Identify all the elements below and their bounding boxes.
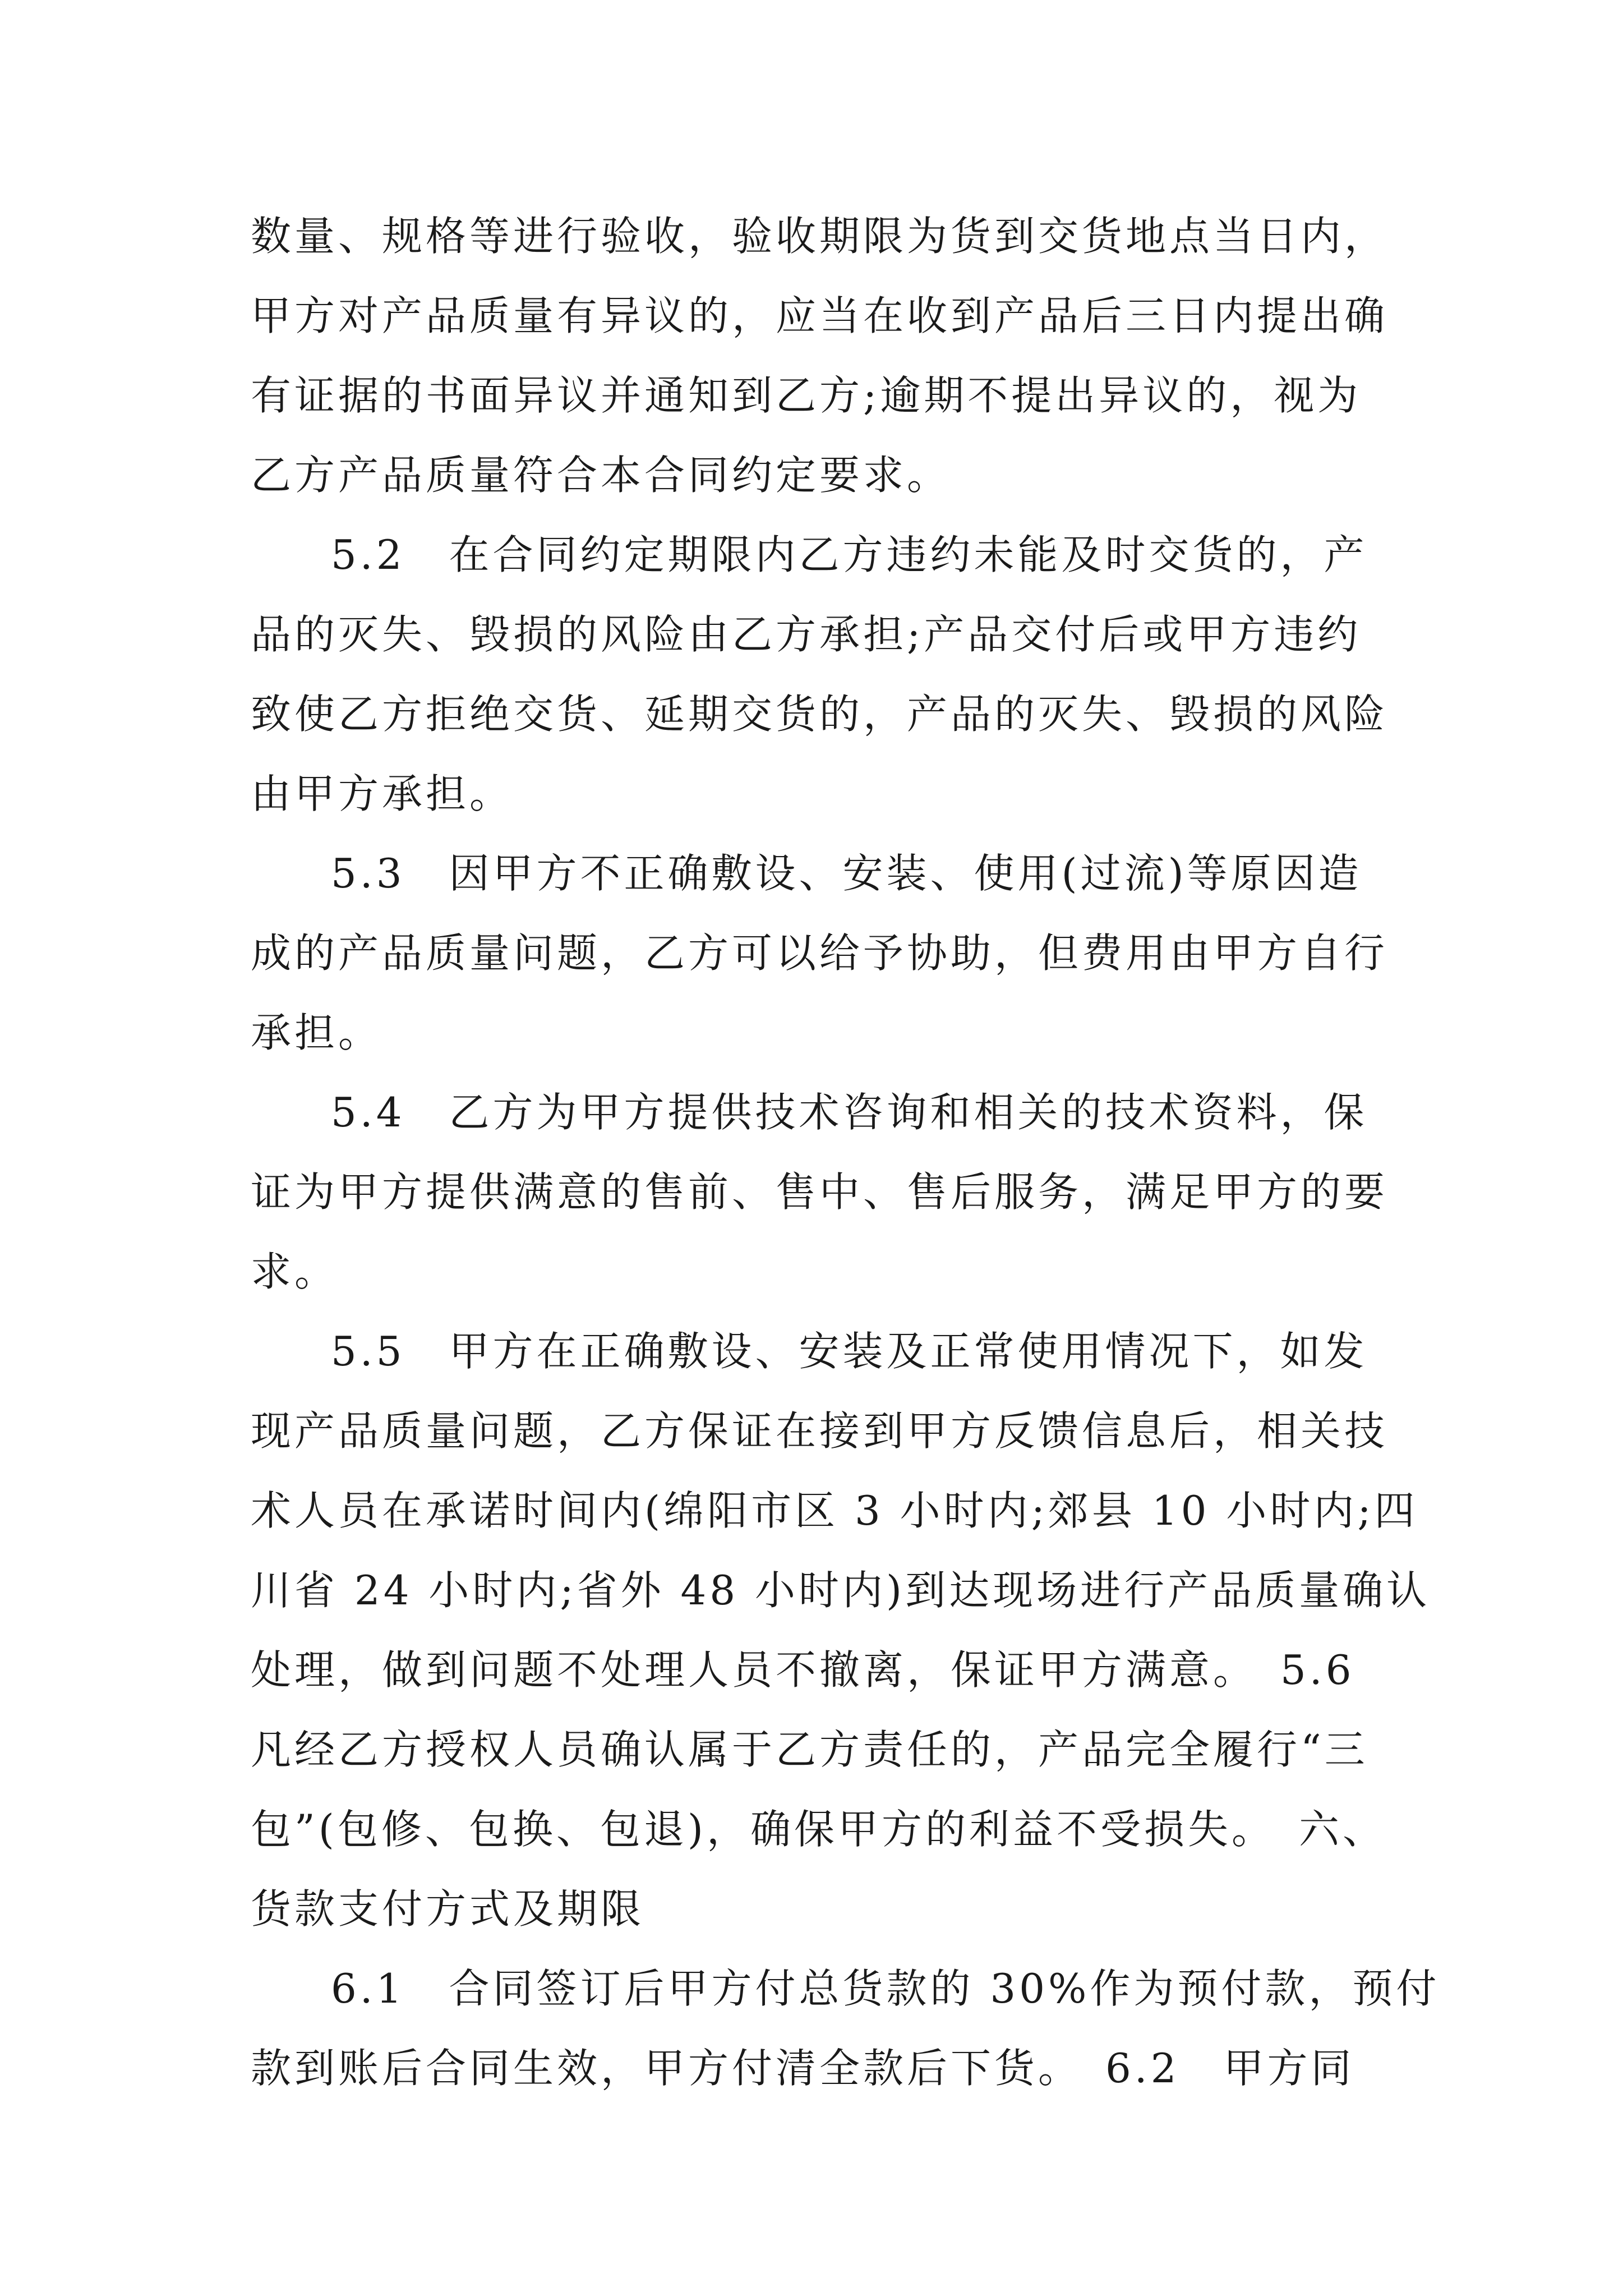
text-line: 品的灭失、毁损的风险由乙方承担;产品交付后或甲方违约 bbox=[251, 611, 1362, 658]
text-line: 有证据的书面异议并通知到乙方;逾期不提出异议的，视为 bbox=[251, 372, 1362, 419]
text-line: 成的产品质量问题，乙方可以给予协助，但费用由甲方自行 bbox=[251, 930, 1389, 977]
text-line: 证为甲方提供满意的售前、售中、售后服务，满足甲方的要 bbox=[251, 1168, 1389, 1216]
text-line: 现产品质量问题，乙方保证在接到甲方反馈信息后，相关技 bbox=[251, 1407, 1389, 1455]
text-line: 甲方对产品质量有异议的，应当在收到产品后三日内提出确 bbox=[251, 292, 1389, 339]
text-line: 包”(包修、包换、包退)，确保甲方的利益不受损失。 六、 bbox=[251, 1806, 1386, 1853]
text-line: 货款支付方式及期限 bbox=[251, 1885, 645, 1932]
text-line: 乙方产品质量符合本合同约定要求。 bbox=[251, 452, 951, 499]
text-line: 川省 24 小时内;省外 48 小时内)到达现场进行产品质量确认 bbox=[251, 1567, 1431, 1614]
text-line: 由甲方承担。 bbox=[251, 770, 514, 817]
text-line: 数量、规格等进行验收，验收期限为货到交货地点当日内， bbox=[251, 213, 1389, 260]
text-line: 6.1 合同签订后甲方付总货款的 30%作为预付款，预付 bbox=[331, 1965, 1440, 2012]
text-line: 致使乙方拒绝交货、延期交货的，产品的灭失、毁损的风险 bbox=[251, 691, 1389, 738]
text-line: 5.5 甲方在正确敷设、安装及正常使用情况下，如发 bbox=[331, 1328, 1368, 1375]
text-line: 术人员在承诺时间内(绵阳市区 3 小时内;郊县 10 小时内;四 bbox=[251, 1487, 1418, 1534]
text-line: 5.4 乙方为甲方提供技术咨询和相关的技术资料，保 bbox=[331, 1089, 1368, 1136]
text-line: 凡经乙方授权人员确认属于乙方责任的，产品完全履行“三 bbox=[251, 1726, 1368, 1773]
text-line: 5.3 因甲方不正确敷设、安装、使用(过流)等原因造 bbox=[331, 850, 1362, 897]
text-line: 承担。 bbox=[251, 1009, 382, 1056]
text-line: 处理，做到问题不处理人员不撤离，保证甲方满意。 5.6 bbox=[251, 1646, 1355, 1694]
text-line: 5.2 在合同约定期限内乙方违约未能及时交货的，产 bbox=[331, 531, 1368, 578]
text-line: 款到账后合同生效，甲方付清全款后下货。 6.2 甲方同 bbox=[251, 2045, 1355, 2092]
text-line: 求。 bbox=[251, 1248, 339, 1295]
